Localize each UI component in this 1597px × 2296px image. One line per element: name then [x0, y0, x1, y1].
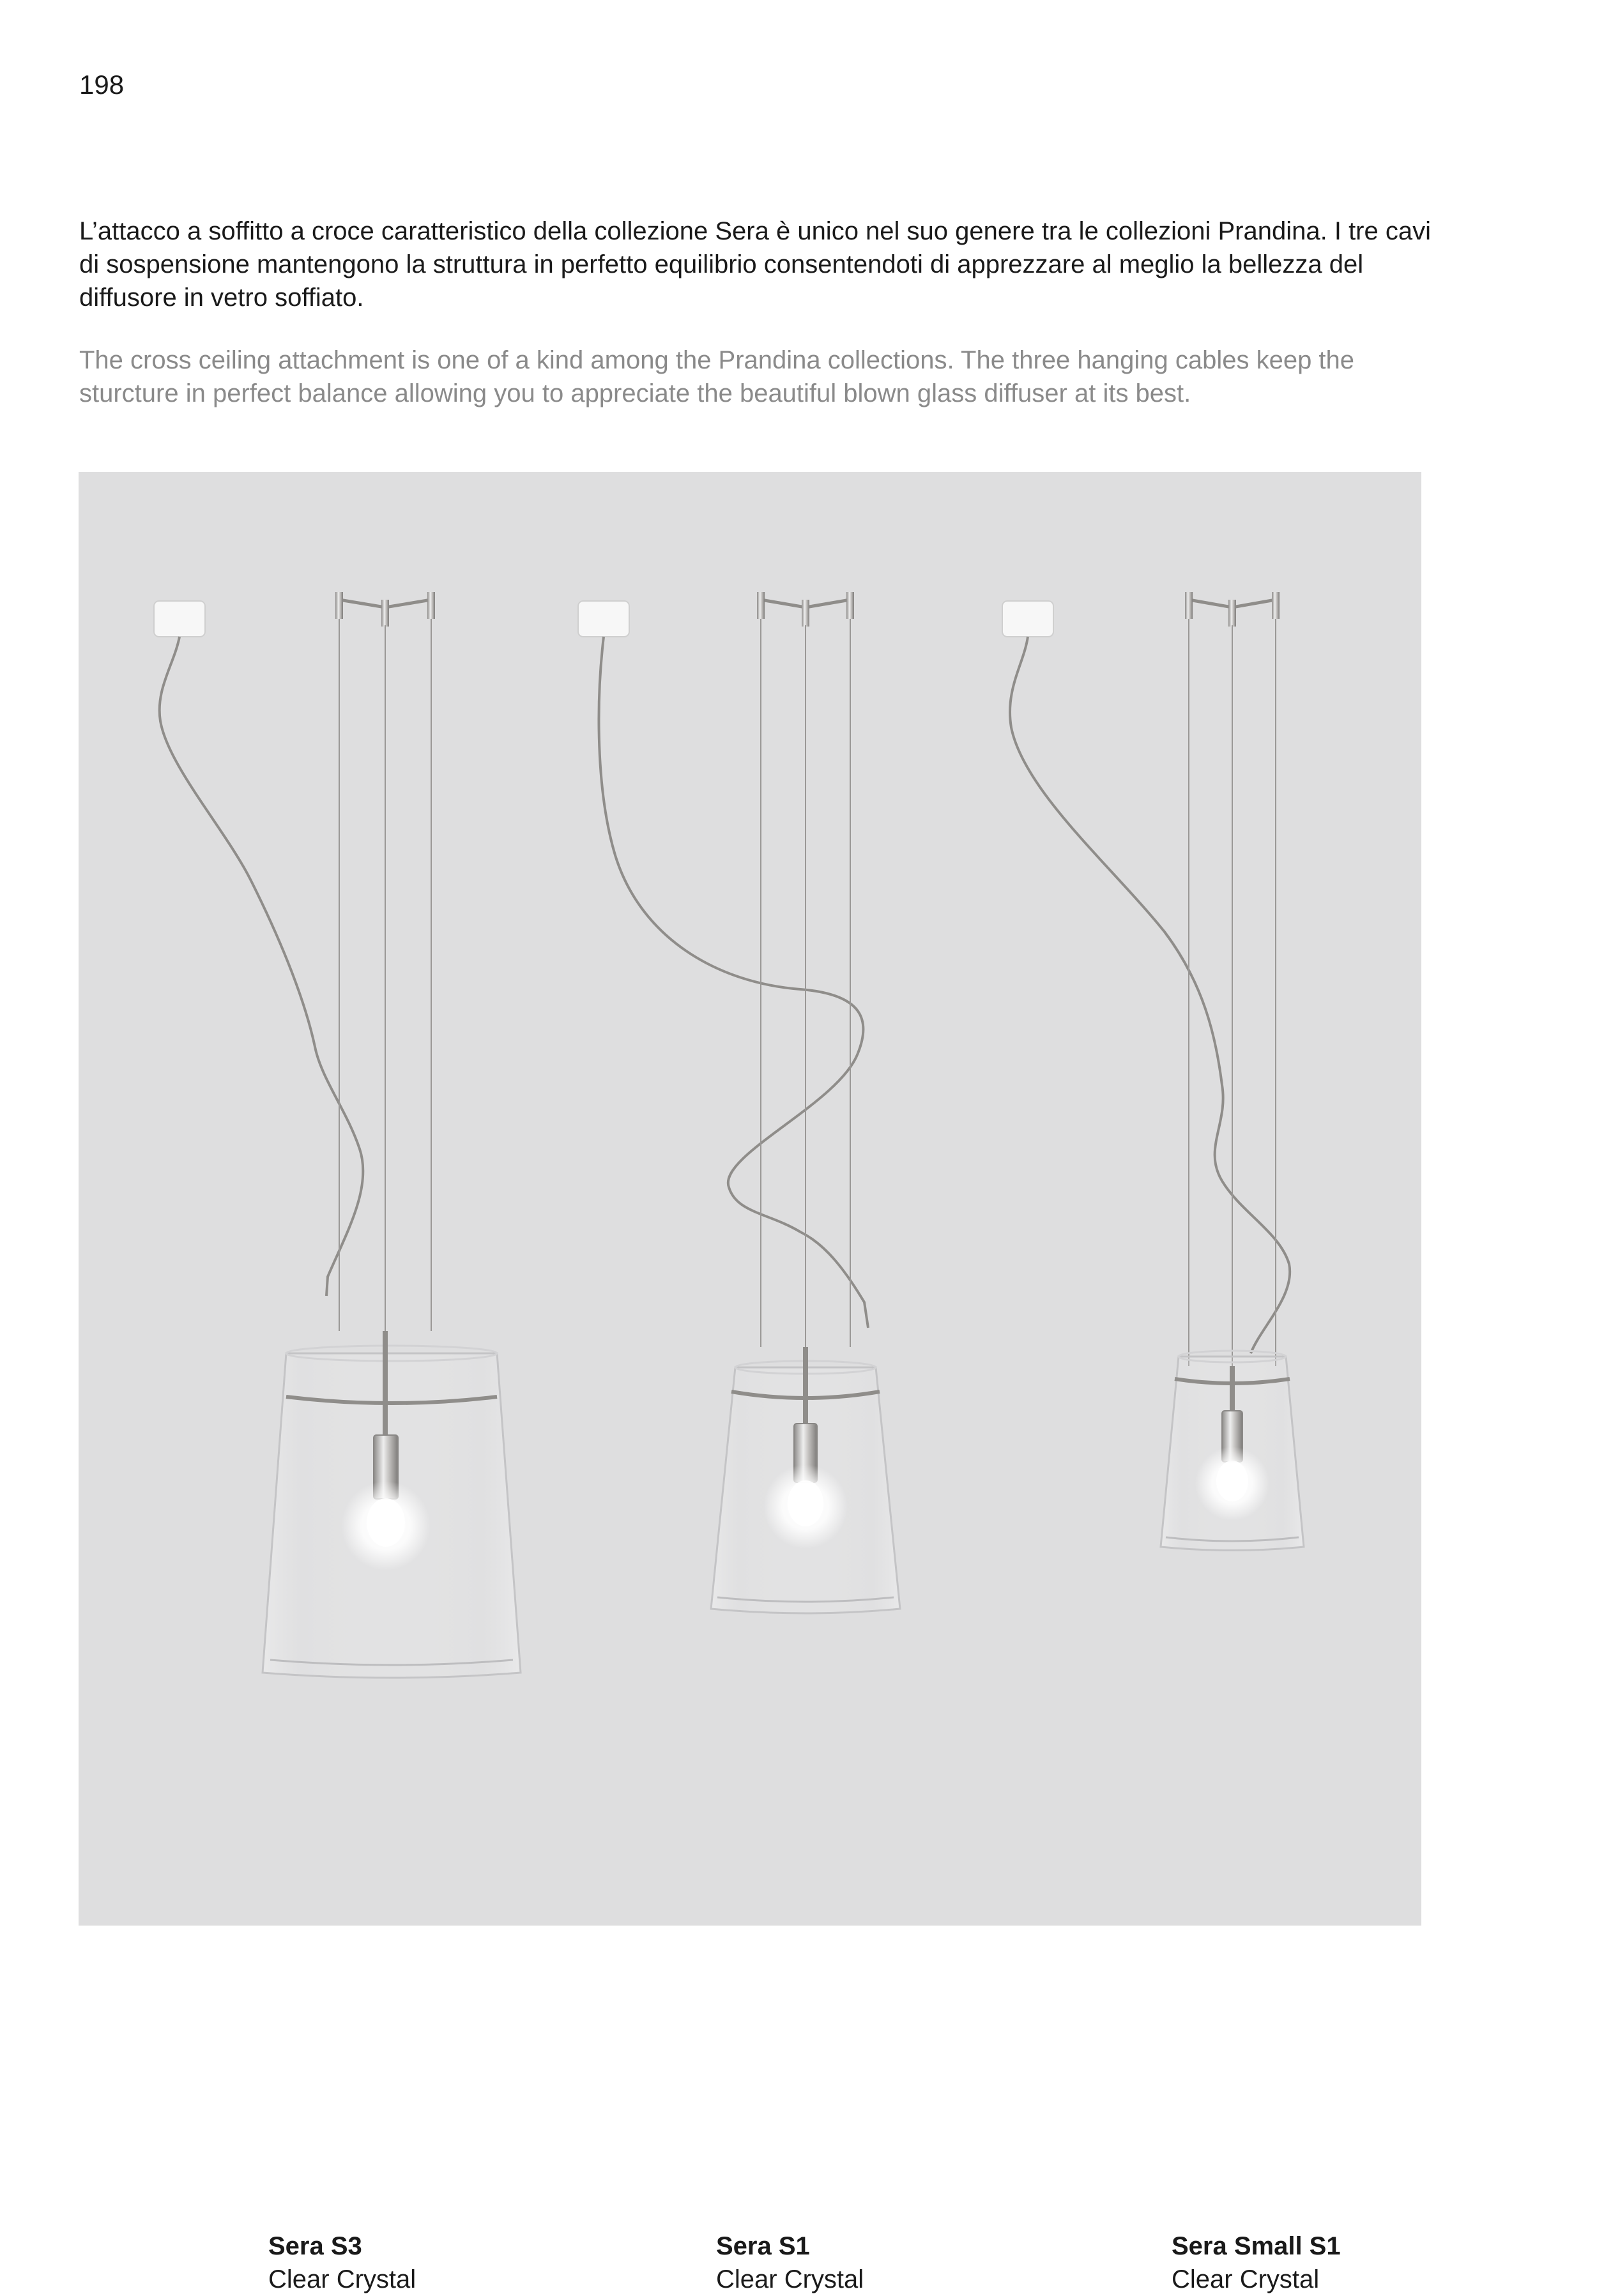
lamp-sera-s3: [154, 592, 521, 1678]
product-name: Sera S1: [716, 2232, 810, 2260]
product-caption: [716, 2230, 864, 2296]
ceiling-rose: [1002, 601, 1053, 637]
product-photo: [79, 472, 1421, 2293]
power-cable: [160, 637, 363, 1296]
cross-ceiling-attachment: [335, 592, 435, 627]
power-cable: [1010, 637, 1290, 1353]
product-name: Sera S3: [268, 2232, 362, 2260]
product-name: Sera Small S1: [1172, 2232, 1341, 2260]
cross-ceiling-attachment: [757, 592, 854, 627]
pendant-lamps-illustration: [79, 472, 1421, 1926]
lamp-sera-small-s1: [1002, 592, 1304, 1551]
product-caption: [268, 2230, 416, 2296]
power-cable: [599, 637, 868, 1328]
page-number: 198: [79, 70, 125, 100]
intro-italian: L’attacco a soffitto a croce caratteristico della collezione Sera è unico nel suo genere tra le collezioni Prandina. I tre cavi di sospensione mantengono la struttura in perfetto equilibrio consentendoti di apprezzare al meglio la bellezza del diffusore in vetro soffiato.: [79, 217, 1431, 312]
product-finish: Clear Crystal: [716, 2265, 864, 2293]
cross-ceiling-attachment: [1185, 592, 1280, 627]
product-finish: Clear Crystal: [1172, 2265, 1320, 2293]
ceiling-rose: [578, 601, 629, 637]
product-finish: Clear Crystal: [268, 2265, 416, 2293]
product-caption: [1172, 2230, 1341, 2296]
ceiling-rose: [154, 601, 205, 637]
intro-english: The cross ceiling attachment is one of a kind among the Prandina collections. The three hanging cables keep the sturcture in perfect balance allowing you to appreciate the beautiful blown glass diffuser at its best.: [79, 346, 1355, 407]
intro-text: [79, 215, 1433, 410]
lamp-sera-s1: [578, 592, 900, 1613]
